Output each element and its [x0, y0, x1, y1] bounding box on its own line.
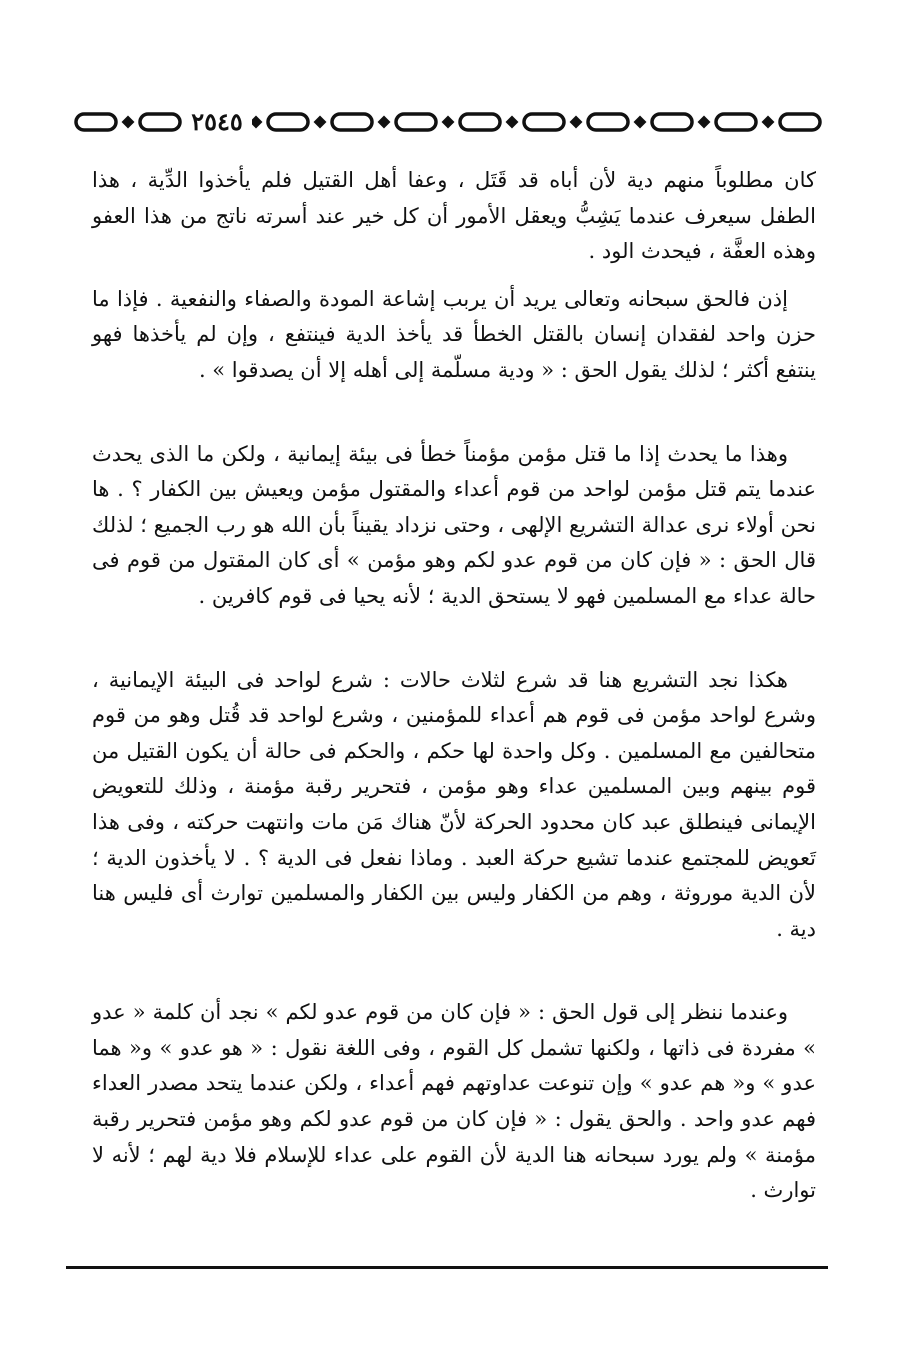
chain-link	[332, 114, 372, 130]
text-body	[92, 163, 816, 1209]
chain-link	[268, 114, 308, 130]
page-header	[70, 100, 840, 144]
chain-diamond	[380, 118, 388, 126]
chain-diamond	[572, 118, 580, 126]
chain-link	[140, 114, 180, 130]
chain-link	[460, 114, 500, 130]
chain-link	[652, 114, 692, 130]
paragraph-5: وعندما ننظر إلى قول الحق : « فإن كان من قوم عدو لكم » نجد أن كلمة « عدو » مفردة فى ذاتها ، ولكنها تشمل كل القوم ، وفى اللغة نقول : « هو عدو » و« هما عدو » و« هم عدو » وإن تنوعت عداوتهم فهم أعداء ، ولكن عندما يتحد مصدر العداء فهم عدو واحد . والحق يقول : « فإن كان من قوم عدو لكم وهو مؤمن فتحرير رقبة مؤمنة » ولم يورد سبحانه هنا الدية لأن القوم على عداء للإسلام فلا دية لهم ؛ لأنه لا توارث .	[92, 1000, 816, 1203]
chain-diamond	[508, 118, 516, 126]
chain-diamond	[444, 118, 452, 126]
chain-diamond	[700, 118, 708, 126]
chain-diamond	[124, 118, 132, 126]
page-number: ٢٥٤٥	[182, 106, 252, 138]
chain-link	[76, 114, 116, 130]
chain-diamond	[636, 118, 644, 126]
paragraph-4: هكذا نجد التشريع هنا قد شرع لثلاث حالات : شرع لواحد فى البيئة الإيمانية ، وشرع لواحد مؤمن فى قوم هم أعداء للمؤمنين ، وشرع لواحد قد قُتل وهو من قوم متحالفين مع المسلمين . وكل واحدة لها حكم ، والحكم فى حالة أن يكون القتيل من قوم بينهم وبين المسلمين عداء وهو مؤمن ، فتحرير رقبة مؤمنة ، وذلك للتعويض الإيمانى فينطلق عبد كان محدود الحركة لأنّ هناك مَن مات وانتهت حركته ، وفى هذا تَعويض للمجتمع عندما تشيع حركة العبد . وماذا نفعل فى الدية ؟ . لا يأخذون الدية ؛ لأن الدية موروثة ، وهم من الكفار وليس بين الكفار والمسلمين توارث أى فليس هنا دية .	[92, 667, 816, 941]
chain-link	[716, 114, 756, 130]
chain-link	[780, 114, 820, 130]
paragraph-2: إذن فالحق سبحانه وتعالى يريد أن يربب إشاعة المودة والصفاء والنفعية . فإذا ما حزن واحد لفقدان إنسان بالقتل الخطأ قد يأخذ الدية فينتفع ، وإن لم يأخذها فهو ينتفع أكثر ؛ لذلك يقول الحق : « ودية مسلّمة إلى أهله إلا أن يصدقوا » .	[92, 286, 816, 382]
chain-diamond	[252, 118, 260, 126]
chain-link	[524, 114, 564, 130]
chain-link	[396, 114, 436, 130]
chain-diamond	[764, 118, 772, 126]
paragraph-3: وهذا ما يحدث إذا ما قتل مؤمن مؤمناً خطأ فى بيئة إيمانية ، ولكن ما الذى يحدث عندما يتم قتل مؤمن لواحد من قوم أعداء والمقتول مؤمن ويعيش بين الكفار ؟ . ها نحن أولاء نرى عدالة التشريع الإلهى ، وحتى نزداد يقيناً بأن الله هو رب الجميع ؛ لذلك قال الحق : « فإن كان من قوم عدو لكم وهو مؤمن » أى كان المقتول من قوم فى حالة عداء مع المسلمين فهو لا يستحق الدية ؛ لأنه يحيا فى قوم كافرين .	[92, 441, 816, 608]
chain-diamond	[316, 118, 324, 126]
paragraph-1: كان مطلوباً منهم دية لأن أباه قد قَتَل ، وعفا أهل القتيل فلم يأخذوا الدِّية ، هذا الطفل سيعرف عندما يَشِبُّ ويعقل الأمور أن كل خير عند أسرته ناتج من هذا العفو وهذه العفَّة ، فيحدث الود .	[92, 168, 816, 264]
chain-link	[588, 114, 628, 130]
footer-rule	[66, 1266, 828, 1269]
